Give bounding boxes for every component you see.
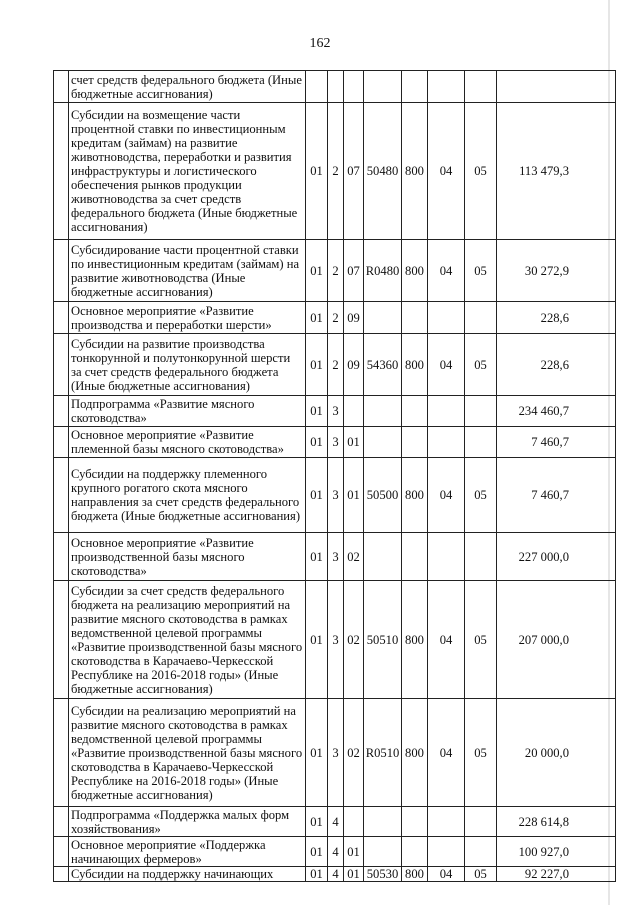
row-description: Подпрограмма «Развитие мясного скотоводства» bbox=[69, 396, 306, 427]
expense-type-cell: 800 bbox=[402, 581, 428, 699]
section-cell bbox=[428, 71, 465, 103]
table-row bbox=[54, 867, 616, 882]
direction-code-cell: 50500 bbox=[364, 458, 402, 533]
table-row bbox=[54, 837, 616, 867]
direction-code-cell: 50510 bbox=[364, 581, 402, 699]
table-row bbox=[54, 458, 616, 533]
subprogram-code-cell bbox=[328, 71, 344, 103]
expense-type-cell bbox=[402, 71, 428, 103]
section-cell: 04 bbox=[428, 240, 465, 302]
direction-code-cell bbox=[364, 807, 402, 837]
amount-cell: 113 479,3 bbox=[497, 103, 616, 240]
section-cell: 04 bbox=[428, 699, 465, 807]
amount-cell: 92 227,0 bbox=[497, 867, 616, 882]
measure-code-cell: 09 bbox=[344, 334, 364, 396]
subprogram-code-cell: 3 bbox=[328, 427, 344, 458]
section-cell: 04 bbox=[428, 867, 465, 882]
measure-code-cell: 01 bbox=[344, 458, 364, 533]
section-cell bbox=[428, 427, 465, 458]
amount-cell: 20 000,0 bbox=[497, 699, 616, 807]
measure-code-cell bbox=[344, 71, 364, 103]
row-description: Субсидирование части процентной ставки по инвестиционным кредитам (займам) на развитие животноводства (Иные бюджетные ассигнования) bbox=[69, 240, 306, 302]
subsection-cell bbox=[465, 71, 497, 103]
subsection-cell: 05 bbox=[465, 581, 497, 699]
measure-code-cell: 07 bbox=[344, 240, 364, 302]
measure-code-cell: 02 bbox=[344, 699, 364, 807]
expense-type-cell: 800 bbox=[402, 867, 428, 882]
expense-type-cell: 800 bbox=[402, 334, 428, 396]
row-description: Субсидии на поддержку племенного крупного рогатого скота мясного направления за счет средств федерального бюджета (Иные бюджетные ассигнования) bbox=[69, 458, 306, 533]
measure-code-cell: 01 bbox=[344, 837, 364, 867]
row-description: Субсидии на развитие производства тонкорунной и полутонкорунной шерсти за счет средств федерального бюджета (Иные бюджетные ассигнования) bbox=[69, 334, 306, 396]
row-margin-cell bbox=[54, 807, 69, 837]
table-row bbox=[54, 396, 616, 427]
table-row bbox=[54, 71, 616, 103]
row-margin-cell bbox=[54, 837, 69, 867]
subsection-cell: 05 bbox=[465, 103, 497, 240]
subsection-cell bbox=[465, 302, 497, 334]
subsection-cell bbox=[465, 837, 497, 867]
amount-cell: 228,6 bbox=[497, 302, 616, 334]
section-cell bbox=[428, 396, 465, 427]
program-code-cell: 01 bbox=[306, 867, 328, 882]
amount-cell: 7 460,7 bbox=[497, 427, 616, 458]
subprogram-code-cell: 2 bbox=[328, 334, 344, 396]
row-margin-cell bbox=[54, 103, 69, 240]
row-margin-cell bbox=[54, 302, 69, 334]
subsection-cell: 05 bbox=[465, 458, 497, 533]
program-code-cell: 01 bbox=[306, 458, 328, 533]
expense-type-cell bbox=[402, 427, 428, 458]
amount-cell: 228 614,8 bbox=[497, 807, 616, 837]
program-code-cell: 01 bbox=[306, 103, 328, 240]
row-description: Подпрограмма «Поддержка малых форм хозяйствования» bbox=[69, 807, 306, 837]
program-code-cell: 01 bbox=[306, 302, 328, 334]
amount-cell: 207 000,0 bbox=[497, 581, 616, 699]
row-description: счет средств федерального бюджета (Иные бюджетные ассигнования) bbox=[69, 71, 306, 103]
measure-code-cell bbox=[344, 396, 364, 427]
table-row bbox=[54, 699, 616, 807]
program-code-cell: 01 bbox=[306, 334, 328, 396]
section-cell: 04 bbox=[428, 103, 465, 240]
subprogram-code-cell: 4 bbox=[328, 867, 344, 882]
subprogram-code-cell: 3 bbox=[328, 458, 344, 533]
program-code-cell: 01 bbox=[306, 837, 328, 867]
table-row bbox=[54, 103, 616, 240]
program-code-cell: 01 bbox=[306, 581, 328, 699]
row-margin-cell bbox=[54, 396, 69, 427]
measure-code-cell: 02 bbox=[344, 533, 364, 581]
direction-code-cell: R0480 bbox=[364, 240, 402, 302]
direction-code-cell bbox=[364, 71, 402, 103]
subprogram-code-cell: 2 bbox=[328, 240, 344, 302]
row-margin-cell bbox=[54, 533, 69, 581]
page-number: 162 bbox=[309, 36, 331, 51]
amount-cell bbox=[497, 71, 616, 103]
row-description: Субсидии на реализацию мероприятий на развитие мясного скотоводства в рамках ведомственной целевой программы «Развитие производственной базы мясного скотоводства в Карачаево-Черкесской Республике на 2016-2018 годы» (Иные бюджетные ассигнования) bbox=[69, 699, 306, 807]
subsection-cell: 05 bbox=[465, 240, 497, 302]
direction-code-cell: 50480 bbox=[364, 103, 402, 240]
direction-code-cell bbox=[364, 302, 402, 334]
program-code-cell: 01 bbox=[306, 533, 328, 581]
program-code-cell: 01 bbox=[306, 699, 328, 807]
expense-type-cell: 800 bbox=[402, 103, 428, 240]
row-margin-cell bbox=[54, 458, 69, 533]
section-cell: 04 bbox=[428, 334, 465, 396]
subprogram-code-cell: 3 bbox=[328, 581, 344, 699]
row-margin-cell bbox=[54, 867, 69, 882]
direction-code-cell: R0510 bbox=[364, 699, 402, 807]
direction-code-cell: 54360 bbox=[364, 334, 402, 396]
expense-type-cell: 800 bbox=[402, 458, 428, 533]
program-code-cell: 01 bbox=[306, 807, 328, 837]
subsection-cell: 05 bbox=[465, 867, 497, 882]
program-code-cell bbox=[306, 71, 328, 103]
row-margin-cell bbox=[54, 699, 69, 807]
expense-type-cell: 800 bbox=[402, 240, 428, 302]
table-row bbox=[54, 427, 616, 458]
measure-code-cell: 07 bbox=[344, 103, 364, 240]
subsection-cell: 05 bbox=[465, 334, 497, 396]
program-code-cell: 01 bbox=[306, 396, 328, 427]
expense-type-cell bbox=[402, 837, 428, 867]
table-row bbox=[54, 807, 616, 837]
subsection-cell bbox=[465, 807, 497, 837]
subprogram-code-cell: 4 bbox=[328, 807, 344, 837]
amount-cell: 30 272,9 bbox=[497, 240, 616, 302]
expense-type-cell bbox=[402, 807, 428, 837]
row-description: Субсидии на возмещение части процентной ставки по инвестиционным кредитам (займам) на развитие животноводства, переработки и развития инфраструктуры и логистического обеспечения рынков продукции животноводства за счет средств федерального бюджета (Иные бюджетные ассигнования) bbox=[69, 103, 306, 240]
table-row bbox=[54, 533, 616, 581]
subsection-cell bbox=[465, 396, 497, 427]
row-description: Основное мероприятие «Развитие производства и переработки шерсти» bbox=[69, 302, 306, 334]
measure-code-cell: 01 bbox=[344, 427, 364, 458]
section-cell: 04 bbox=[428, 458, 465, 533]
amount-cell: 100 927,0 bbox=[497, 837, 616, 867]
section-cell bbox=[428, 837, 465, 867]
section-cell bbox=[428, 302, 465, 334]
expense-type-cell bbox=[402, 302, 428, 334]
table-row bbox=[54, 334, 616, 396]
direction-code-cell bbox=[364, 427, 402, 458]
row-margin-cell bbox=[54, 581, 69, 699]
table-row bbox=[54, 302, 616, 334]
budget-table bbox=[53, 70, 616, 882]
measure-code-cell: 01 bbox=[344, 867, 364, 882]
row-description: Субсидии за счет средств федерального бюджета на реализацию мероприятий на развитие мясного скотоводства в рамках ведомственной целевой программы «Развитие производственной базы мясного скотоводства в Карачаево-Черкесской Республике на 2016-2018 годы» (Иные бюджетные ассигнования) bbox=[69, 581, 306, 699]
row-description: Основное мероприятие «Развитие производственной базы мясного скотоводства» bbox=[69, 533, 306, 581]
measure-code-cell: 09 bbox=[344, 302, 364, 334]
section-cell bbox=[428, 533, 465, 581]
subprogram-code-cell: 2 bbox=[328, 302, 344, 334]
direction-code-cell bbox=[364, 837, 402, 867]
program-code-cell: 01 bbox=[306, 240, 328, 302]
measure-code-cell: 02 bbox=[344, 581, 364, 699]
amount-cell: 234 460,7 bbox=[497, 396, 616, 427]
subprogram-code-cell: 3 bbox=[328, 533, 344, 581]
table-row bbox=[54, 240, 616, 302]
subprogram-code-cell: 3 bbox=[328, 699, 344, 807]
row-description: Основное мероприятие «Поддержка начинающих фермеров» bbox=[69, 837, 306, 867]
subprogram-code-cell: 3 bbox=[328, 396, 344, 427]
subsection-cell bbox=[465, 427, 497, 458]
direction-code-cell: 50530 bbox=[364, 867, 402, 882]
subprogram-code-cell: 4 bbox=[328, 837, 344, 867]
row-margin-cell bbox=[54, 334, 69, 396]
table-row bbox=[54, 581, 616, 699]
direction-code-cell bbox=[364, 396, 402, 427]
section-cell bbox=[428, 807, 465, 837]
section-cell: 04 bbox=[428, 581, 465, 699]
row-margin-cell bbox=[54, 427, 69, 458]
direction-code-cell bbox=[364, 533, 402, 581]
measure-code-cell bbox=[344, 807, 364, 837]
amount-cell: 227 000,0 bbox=[497, 533, 616, 581]
row-margin-cell bbox=[54, 71, 69, 103]
amount-cell: 228,6 bbox=[497, 334, 616, 396]
row-description: Основное мероприятие «Развитие племенной базы мясного скотоводства» bbox=[69, 427, 306, 458]
expense-type-cell: 800 bbox=[402, 699, 428, 807]
program-code-cell: 01 bbox=[306, 427, 328, 458]
subsection-cell: 05 bbox=[465, 699, 497, 807]
subsection-cell bbox=[465, 533, 497, 581]
row-description: Субсидии на поддержку начинающих bbox=[69, 867, 306, 882]
expense-type-cell bbox=[402, 396, 428, 427]
row-margin-cell bbox=[54, 240, 69, 302]
subprogram-code-cell: 2 bbox=[328, 103, 344, 240]
amount-cell: 7 460,7 bbox=[497, 458, 616, 533]
expense-type-cell bbox=[402, 533, 428, 581]
